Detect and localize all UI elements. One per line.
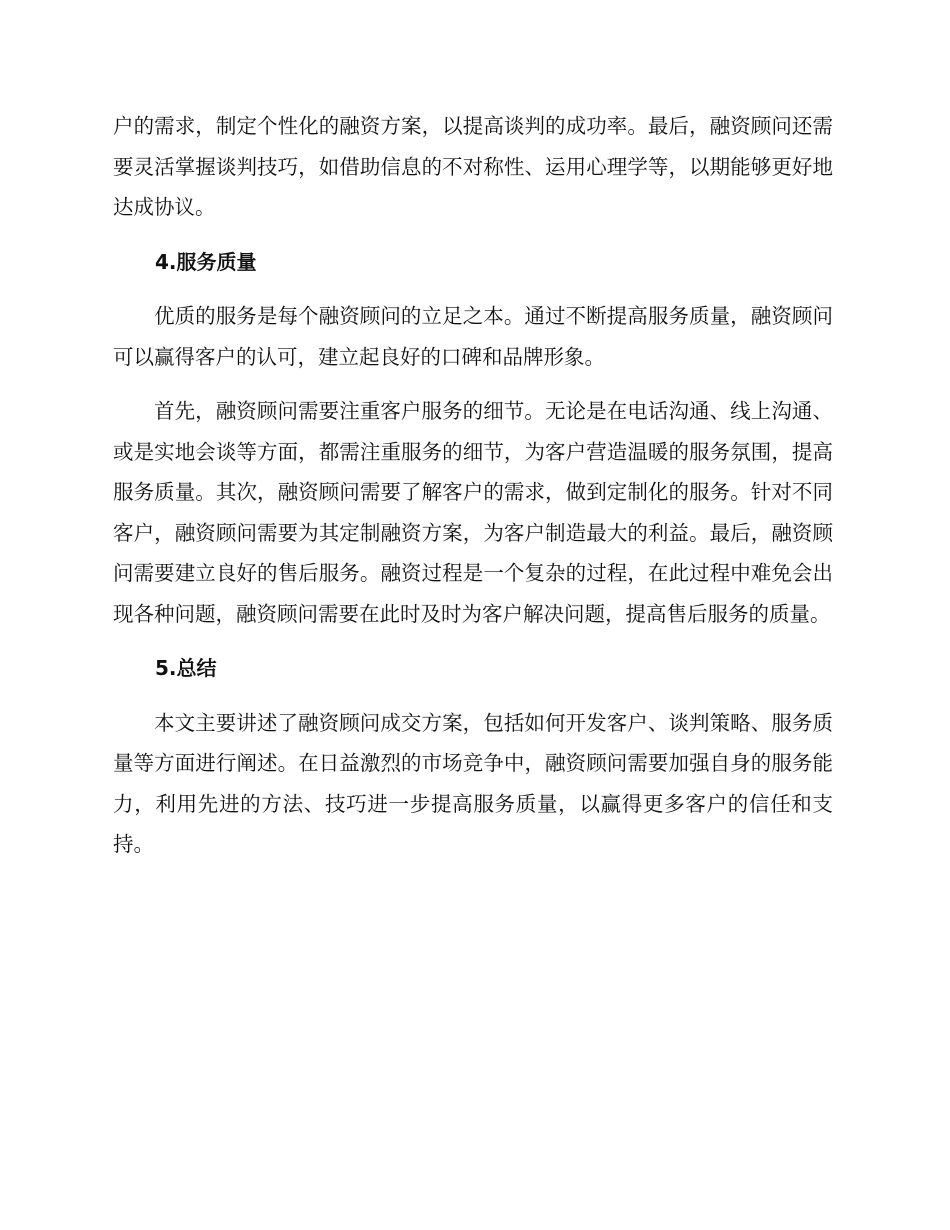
paragraph-continuation: 户的需求，制定个性化的融资方案，以提高谈判的成功率。最后，融资顾问还需要灵活掌握谈判技巧，如借助信息的不对称性、运用心理学等，以期能够更好地达成协议。 — [113, 114, 833, 219]
paragraph-service-intro: 优质的服务是每个融资顾问的立足之本。通过不断提高服务质量，融资顾问可以赢得客户的认可，建立起良好的口碑和品牌形象。 — [113, 304, 833, 369]
paragraph-summary: 本文主要讲述了融资顾问成交方案，包括如何开发客户、谈判策略、服务质量等方面进行阐述。在日益激烈的市场竞争中，融资顾问需要加强自身的服务能力，利用先进的方法、技巧进一步提高服务质量，以赢得更多客户的信任和支持。 — [113, 710, 833, 856]
paragraph-service-details: 首先，融资顾问需要注重客户服务的细节。无论是在电话沟通、线上沟通、或是实地会谈等方面，都需注重服务的细节，为客户营造温暖的服务氛围，提高服务质量。其次，融资顾问需要了解客户的需求，做到定制化的服务。针对不同客户，融资顾问需要为其定制融资方案，为客户制造最大的利益。最后，融资顾问需要建立良好的售后服务。融资过程是一个复杂的过程，在此过程中难免会出现各种问题，融资顾问需要在此时及时为客户解决问题，提高售后服务的质量。 — [113, 399, 833, 626]
section-heading-service-quality: 4.服务质量 — [155, 249, 257, 274]
section-heading-summary: 5.总结 — [155, 656, 217, 680]
document-body — [113, 106, 833, 879]
